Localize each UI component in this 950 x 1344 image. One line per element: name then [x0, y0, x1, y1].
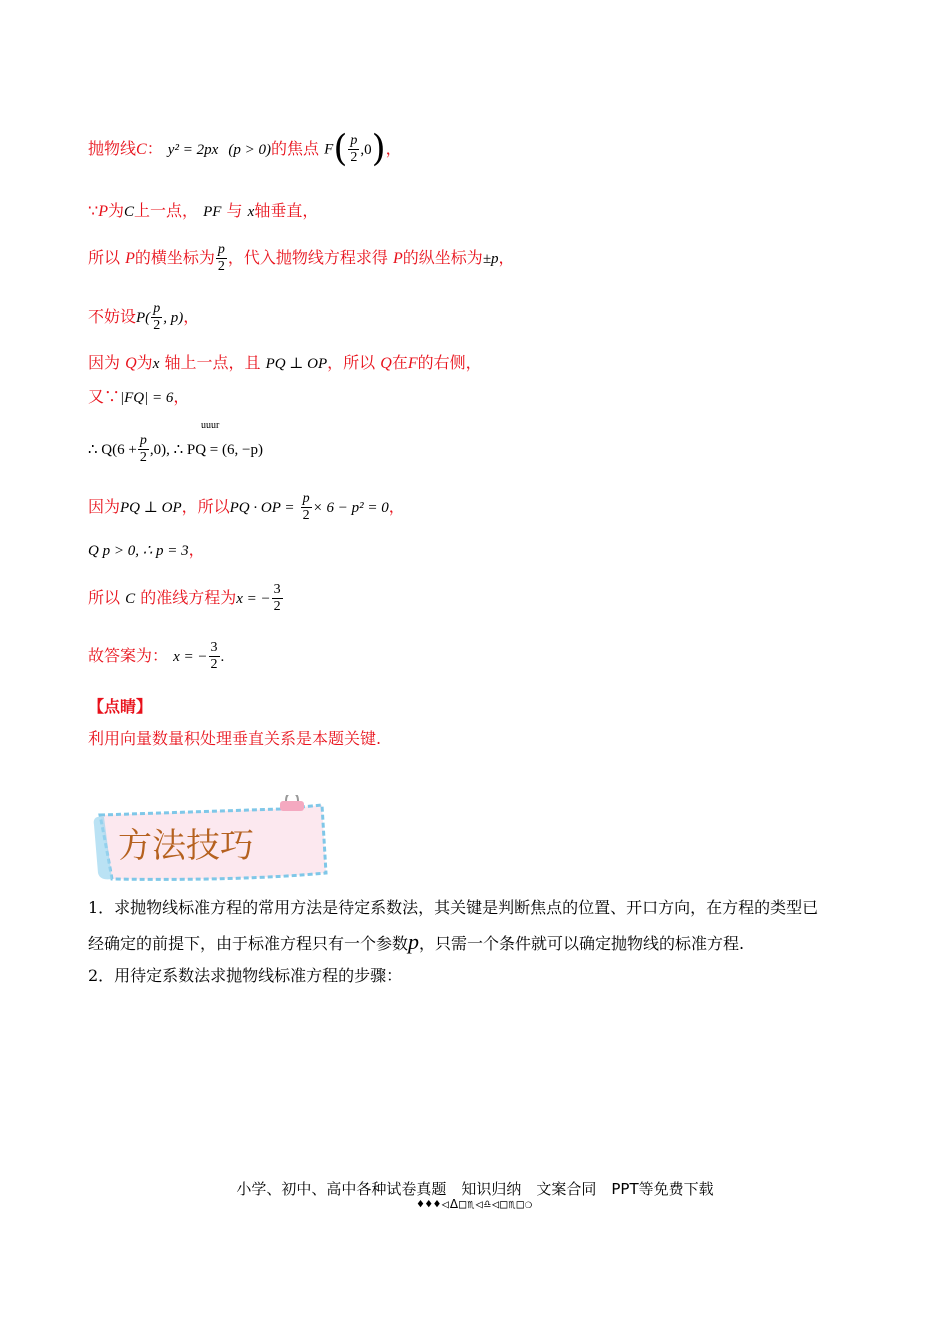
equation: × 6 − p² = 0: [312, 500, 389, 516]
line-answer: [88, 636, 224, 676]
text: 的纵坐标为: [402, 248, 483, 267]
denominator: 2: [210, 657, 218, 672]
comma: ，: [385, 139, 402, 158]
line-point-p: [88, 201, 318, 222]
vector-arrow: uuur: [201, 420, 220, 431]
perpendicular-relation: PQ ⊥ OP: [265, 356, 328, 372]
paren-close: ): [371, 128, 386, 170]
badge-title: 方法技巧: [118, 826, 254, 866]
method-1-line-1: 1．求抛物线标准方程的常用方法是待定系数法，其关键是判断焦点的位置、开口方向，在方程的类型已: [88, 898, 819, 917]
fraction: [209, 640, 220, 673]
footer-link[interactable]: ♦♦♦◁ᐃ□♏◁♎◁□♏□❍: [416, 1197, 534, 1211]
denominator: 2: [302, 508, 310, 523]
var-P: P: [98, 203, 108, 220]
dot-product: PQ · OP =: [229, 500, 295, 516]
because: ∵: [88, 201, 99, 220]
line-assume: [88, 297, 199, 337]
perpendicular-relation: PQ ⊥ OP: [120, 500, 182, 516]
var-x: x: [247, 204, 255, 220]
text: ，只需一个条件就可以确定抛物线的标准方程.: [419, 934, 745, 953]
var-Q: Q: [380, 355, 392, 372]
var-x: x: [152, 356, 160, 372]
text: 在: [391, 353, 408, 372]
fraction: [138, 433, 149, 466]
value: ±p: [482, 251, 499, 267]
line-point-q: [88, 353, 482, 374]
comma: ，: [388, 497, 405, 516]
text: 故答案为：: [88, 646, 169, 665]
text: 经确定的前提下，由于标准方程只有一个参数: [88, 934, 409, 953]
condition: (p > 0): [228, 142, 272, 158]
text: 上一点，: [134, 201, 199, 220]
denominator: 2: [217, 259, 225, 274]
denominator: 2: [139, 450, 147, 465]
expression: ,0), ∴ PQ = (6, −p): [149, 441, 263, 458]
comma: ，: [173, 387, 190, 406]
text: 轴垂直，: [254, 201, 319, 220]
text: ，代入抛物线方程求得: [227, 248, 388, 267]
var-F: F: [407, 355, 418, 372]
expression: x = −: [236, 591, 271, 607]
point-P: P(: [136, 310, 151, 326]
var-C: C: [136, 141, 147, 158]
var-F: F: [324, 141, 334, 158]
text: 轴上一点，且: [164, 353, 261, 372]
fraction: [272, 582, 283, 615]
expression: ∴ Q(6 +: [88, 441, 137, 458]
fraction: [348, 133, 359, 166]
var-Q: Q: [125, 355, 137, 372]
line-abscissa: [88, 238, 515, 278]
line-directrix: [88, 578, 284, 618]
line-dot-product: [88, 487, 405, 527]
line-focus: [88, 128, 402, 170]
numerator: p: [139, 433, 147, 448]
segment-PF: PF: [203, 204, 222, 220]
line-p-value: [88, 540, 205, 561]
period: .: [220, 649, 225, 665]
numerator: p: [350, 133, 358, 148]
colon: ：: [146, 139, 163, 158]
text: 的准线方程为: [140, 588, 237, 607]
text: 因为: [88, 497, 121, 516]
method-badge: [90, 795, 336, 885]
numerator: p: [217, 242, 225, 257]
equation: Q p > 0, ∴ p = 3: [88, 543, 189, 559]
comma: ，: [183, 307, 200, 326]
numerator: p: [302, 491, 310, 506]
clip-icon: [280, 795, 304, 811]
footer-text: 小学、初中、高中各种试卷真题 知识归纳 文案合同 PPT等免费下载: [236, 1180, 714, 1198]
text: 为: [136, 353, 153, 372]
text: 不妨设: [88, 307, 137, 326]
tip-title: 【点睛】: [88, 697, 153, 716]
paren-open: (: [333, 128, 348, 170]
numerator: 3: [273, 582, 281, 597]
text: 的右侧，: [417, 353, 482, 372]
text: 抛物线: [88, 139, 137, 158]
denominator: 2: [350, 150, 358, 165]
tip-text: 利用向量数量积处理垂直关系是本题关键.: [88, 729, 382, 748]
denominator: 2: [273, 599, 281, 614]
text: 的横坐标为: [134, 248, 215, 267]
var-P: P: [125, 250, 135, 267]
text: 又∵: [88, 387, 121, 406]
numerator: p: [153, 301, 161, 316]
denominator: 2: [153, 318, 161, 333]
expression: x = −: [173, 649, 208, 665]
text: 所以: [88, 248, 121, 267]
method-1-line-2: [88, 929, 745, 954]
text: 与: [226, 201, 243, 220]
var-C: C: [125, 591, 136, 607]
var-C: C: [123, 204, 134, 220]
fraction: [216, 242, 227, 275]
line-fq-length: [88, 387, 189, 408]
parabola-equation: y² = 2px: [167, 142, 219, 158]
text: 因为: [88, 353, 121, 372]
comma: ，: [498, 248, 515, 267]
zero: ,0: [360, 142, 372, 158]
fraction: [151, 301, 162, 334]
text: 所以: [88, 588, 121, 607]
badge-background: [90, 795, 336, 885]
text-focus: 的焦点: [271, 139, 320, 158]
coord: , p): [163, 310, 184, 326]
equation: |FQ| = 6: [120, 390, 174, 406]
var-p: p: [408, 929, 420, 954]
numerator: 3: [210, 640, 218, 655]
text: ，所以: [327, 353, 376, 372]
method-2: 2．用待定系数法求抛物线标准方程的步骤：: [88, 966, 403, 985]
var-P: P: [393, 250, 403, 267]
text: 为: [107, 201, 124, 220]
comma: ，: [188, 540, 205, 559]
fraction: [301, 491, 312, 524]
text: ，所以: [181, 497, 230, 516]
